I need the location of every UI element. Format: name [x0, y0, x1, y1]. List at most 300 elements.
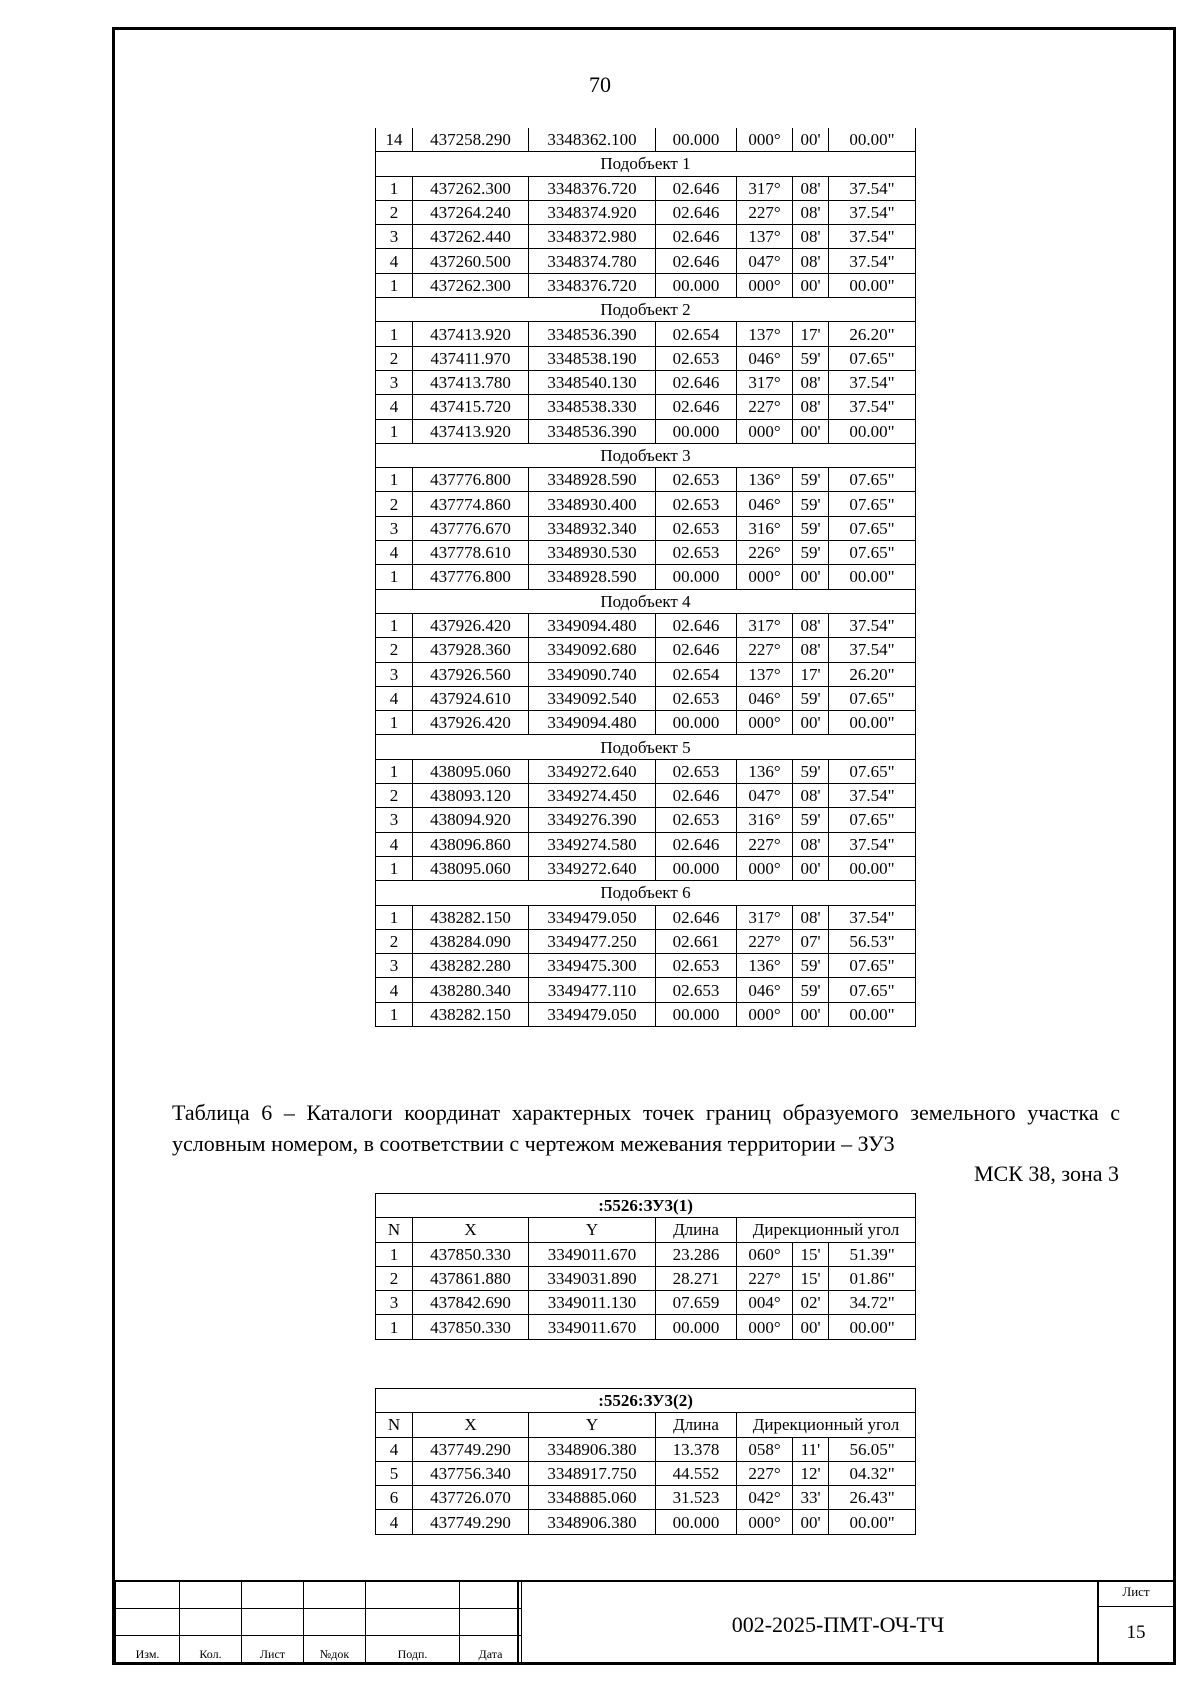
table-row [376, 808, 916, 832]
angle-seconds-cell: 07.65" [829, 686, 916, 710]
angle-minutes-cell: 15' [793, 1266, 829, 1290]
table-row [376, 1437, 916, 1461]
table-row [376, 686, 916, 710]
length-cell: 02.653 [656, 686, 737, 710]
length-cell: 02.653 [656, 346, 737, 370]
subobject-header-row [376, 298, 916, 322]
x-coordinate-cell: 437262.300 [413, 176, 529, 200]
y-coordinate-cell: 3349011.670 [529, 1315, 656, 1339]
angle-seconds-cell: 07.65" [829, 808, 916, 832]
length-cell: 00.000 [656, 128, 737, 152]
plot-title: :5526:ЗУ3(2) [376, 1389, 916, 1413]
angle-minutes-cell: 59' [793, 346, 829, 370]
table-caption: Таблица 6 – Каталоги координат характерных точек границ образуемого земельного участка с условным номером, в соответствии с чертежом межевания территории – ЗУ3 [172, 1100, 1120, 1156]
y-coordinate-cell: 3349479.050 [529, 1002, 656, 1026]
table-row [376, 929, 916, 953]
stamp-column-label: Подп. [366, 1636, 460, 1663]
x-coordinate-cell: 437756.340 [413, 1461, 529, 1485]
length-cell: 31.523 [656, 1486, 737, 1510]
x-coordinate-cell: 437726.070 [413, 1486, 529, 1510]
sheet-box [1097, 1580, 1173, 1662]
angle-seconds-cell: 37.54" [829, 832, 916, 856]
point-number-cell: 3 [376, 516, 413, 540]
header-x: X [413, 1413, 529, 1437]
angle-seconds-cell: 00.00" [829, 1510, 916, 1534]
angle-seconds-cell: 56.53" [829, 929, 916, 953]
point-number-cell: 1 [376, 468, 413, 492]
point-number-cell: 3 [376, 662, 413, 686]
angle-minutes-cell: 08' [793, 613, 829, 637]
angle-seconds-cell: 51.39" [829, 1242, 916, 1266]
angle-seconds-cell: 37.54" [829, 176, 916, 200]
x-coordinate-cell: 437850.330 [413, 1315, 529, 1339]
angle-degrees-cell: 000° [737, 128, 793, 152]
sheet-label: Лист [1099, 1584, 1173, 1607]
angle-degrees-cell: 226° [737, 541, 793, 565]
length-cell: 00.000 [656, 565, 737, 589]
x-coordinate-cell: 437842.690 [413, 1291, 529, 1315]
angle-minutes-cell: 08' [793, 200, 829, 224]
angle-degrees-cell: 000° [737, 419, 793, 443]
angle-degrees-cell: 137° [737, 225, 793, 249]
y-coordinate-cell: 3349475.300 [529, 954, 656, 978]
header-n: N [376, 1218, 413, 1242]
y-coordinate-cell: 3349479.050 [529, 905, 656, 929]
x-coordinate-cell: 437861.880 [413, 1266, 529, 1290]
angle-seconds-cell: 07.65" [829, 492, 916, 516]
angle-seconds-cell: 00.00" [829, 565, 916, 589]
table-row [376, 468, 916, 492]
point-number-cell: 1 [376, 1002, 413, 1026]
angle-seconds-cell: 37.54" [829, 370, 916, 394]
length-cell: 00.000 [656, 1002, 737, 1026]
x-coordinate-cell: 438284.090 [413, 929, 529, 953]
stamp-column-label: Дата [460, 1636, 522, 1663]
angle-degrees-cell: 000° [737, 856, 793, 880]
angle-degrees-cell: 004° [737, 1291, 793, 1315]
x-coordinate-cell: 438095.060 [413, 856, 529, 880]
angle-seconds-cell: 37.54" [829, 613, 916, 637]
table-row [376, 954, 916, 978]
table-row [376, 978, 916, 1002]
angle-degrees-cell: 046° [737, 346, 793, 370]
y-coordinate-cell: 3348906.380 [529, 1437, 656, 1461]
angle-seconds-cell: 07.65" [829, 346, 916, 370]
length-cell: 07.659 [656, 1291, 737, 1315]
coordinates-table-main [375, 128, 916, 1027]
subobject-header-row [376, 881, 916, 905]
subobject-header-row [376, 443, 916, 467]
y-coordinate-cell: 3348538.190 [529, 346, 656, 370]
angle-minutes-cell: 08' [793, 249, 829, 273]
plot-title-row [376, 1194, 916, 1218]
point-number-cell: 1 [376, 565, 413, 589]
angle-minutes-cell: 59' [793, 978, 829, 1002]
table-row [376, 370, 916, 394]
point-number-cell: 2 [376, 784, 413, 808]
point-number-cell: 2 [376, 346, 413, 370]
table-row [376, 419, 916, 443]
angle-minutes-cell: 59' [793, 541, 829, 565]
stamp-column-label: №док [304, 1636, 366, 1663]
y-coordinate-cell: 3348372.980 [529, 225, 656, 249]
point-number-cell: 3 [376, 1291, 413, 1315]
angle-minutes-cell: 08' [793, 638, 829, 662]
x-coordinate-cell: 438096.860 [413, 832, 529, 856]
point-number-cell: 4 [376, 1437, 413, 1461]
angle-minutes-cell: 00' [793, 1315, 829, 1339]
sheet-number: 15 [1126, 1622, 1146, 1643]
x-coordinate-cell: 437778.610 [413, 541, 529, 565]
subobject-title: Подобъект 1 [376, 152, 916, 176]
angle-minutes-cell: 59' [793, 492, 829, 516]
subobject-title: Подобъект 3 [376, 443, 916, 467]
length-cell: 02.653 [656, 978, 737, 1002]
angle-degrees-cell: 000° [737, 1510, 793, 1534]
point-number-cell: 3 [376, 808, 413, 832]
angle-minutes-cell: 12' [793, 1461, 829, 1485]
x-coordinate-cell: 437926.420 [413, 711, 529, 735]
x-coordinate-cell: 437928.360 [413, 638, 529, 662]
x-coordinate-cell: 437260.500 [413, 249, 529, 273]
angle-minutes-cell: 33' [793, 1486, 829, 1510]
x-coordinate-cell: 438095.060 [413, 759, 529, 783]
y-coordinate-cell: 3349272.640 [529, 856, 656, 880]
x-coordinate-cell: 438282.280 [413, 954, 529, 978]
header-length: Длина [656, 1413, 737, 1437]
angle-seconds-cell: 26.43" [829, 1486, 916, 1510]
angle-seconds-cell: 07.65" [829, 516, 916, 540]
angle-degrees-cell: 137° [737, 662, 793, 686]
subobject-header-row [376, 152, 916, 176]
angle-seconds-cell: 00.00" [829, 711, 916, 735]
angle-degrees-cell: 227° [737, 200, 793, 224]
x-coordinate-cell: 437926.420 [413, 613, 529, 637]
angle-minutes-cell: 02' [793, 1291, 829, 1315]
angle-degrees-cell: 317° [737, 370, 793, 394]
x-coordinate-cell: 437262.300 [413, 273, 529, 297]
x-coordinate-cell: 438280.340 [413, 978, 529, 1002]
length-cell: 02.646 [656, 176, 737, 200]
y-coordinate-cell: 3349276.390 [529, 808, 656, 832]
angle-degrees-cell: 046° [737, 978, 793, 1002]
angle-seconds-cell: 07.65" [829, 954, 916, 978]
angle-degrees-cell: 317° [737, 176, 793, 200]
angle-seconds-cell: 37.54" [829, 249, 916, 273]
length-cell: 02.653 [656, 492, 737, 516]
angle-minutes-cell: 59' [793, 808, 829, 832]
column-header-row [376, 1413, 916, 1437]
table-row [376, 1242, 916, 1266]
table-row [376, 1266, 916, 1290]
x-coordinate-cell: 437411.970 [413, 346, 529, 370]
length-cell: 02.646 [656, 905, 737, 929]
point-number-cell: 1 [376, 711, 413, 735]
angle-degrees-cell: 000° [737, 711, 793, 735]
stamp-column-label: Изм. [116, 1636, 180, 1663]
table-row [376, 346, 916, 370]
y-coordinate-cell: 3349092.540 [529, 686, 656, 710]
y-coordinate-cell: 3348536.390 [529, 322, 656, 346]
angle-degrees-cell: 316° [737, 516, 793, 540]
angle-minutes-cell: 08' [793, 176, 829, 200]
angle-minutes-cell: 08' [793, 784, 829, 808]
point-number-cell: 5 [376, 1461, 413, 1485]
angle-seconds-cell: 07.65" [829, 978, 916, 1002]
point-number-cell: 1 [376, 856, 413, 880]
angle-minutes-cell: 00' [793, 1510, 829, 1534]
x-coordinate-cell: 438094.920 [413, 808, 529, 832]
length-cell: 02.654 [656, 322, 737, 346]
angle-seconds-cell: 04.32" [829, 1461, 916, 1485]
angle-minutes-cell: 59' [793, 759, 829, 783]
angle-minutes-cell: 07' [793, 929, 829, 953]
angle-seconds-cell: 01.86" [829, 1266, 916, 1290]
header-y: Y [529, 1413, 656, 1437]
table-row [376, 1002, 916, 1026]
angle-minutes-cell: 00' [793, 856, 829, 880]
stamp-column-label: Кол. [180, 1636, 242, 1663]
angle-degrees-cell: 227° [737, 832, 793, 856]
y-coordinate-cell: 3348540.130 [529, 370, 656, 394]
subobject-title: Подобъект 4 [376, 589, 916, 613]
x-coordinate-cell: 438282.150 [413, 905, 529, 929]
y-coordinate-cell: 3348374.780 [529, 249, 656, 273]
y-coordinate-cell: 3348906.380 [529, 1510, 656, 1534]
point-number-cell: 2 [376, 1266, 413, 1290]
coordinates-table-zu3-1 [375, 1193, 916, 1340]
subobject-title: Подобъект 5 [376, 735, 916, 759]
angle-minutes-cell: 59' [793, 954, 829, 978]
length-cell: 02.646 [656, 832, 737, 856]
y-coordinate-cell: 3349094.480 [529, 613, 656, 637]
y-coordinate-cell: 3348885.060 [529, 1486, 656, 1510]
header-length: Длина [656, 1218, 737, 1242]
point-number-cell: 2 [376, 638, 413, 662]
table-row [376, 784, 916, 808]
y-coordinate-cell: 3349477.250 [529, 929, 656, 953]
y-coordinate-cell: 3348538.330 [529, 395, 656, 419]
point-number-cell: 4 [376, 395, 413, 419]
length-cell: 00.000 [656, 1510, 737, 1534]
angle-degrees-cell: 136° [737, 468, 793, 492]
x-coordinate-cell: 437924.610 [413, 686, 529, 710]
coordinate-system-label: МСК 38, зона 3 [973, 1161, 1119, 1186]
length-cell: 00.000 [656, 273, 737, 297]
length-cell: 02.646 [656, 638, 737, 662]
table-row [376, 1486, 916, 1510]
document-code-box [517, 1580, 1157, 1662]
angle-degrees-cell: 042° [737, 1486, 793, 1510]
point-number-cell: 1 [376, 1242, 413, 1266]
angle-minutes-cell: 08' [793, 395, 829, 419]
point-number-cell: 4 [376, 686, 413, 710]
table-row [376, 249, 916, 273]
angle-seconds-cell: 37.54" [829, 395, 916, 419]
point-number-cell: 1 [376, 613, 413, 637]
table-row [376, 128, 916, 152]
point-number-cell: 3 [376, 954, 413, 978]
y-coordinate-cell: 3349011.670 [529, 1242, 656, 1266]
point-number-cell: 4 [376, 541, 413, 565]
point-number-cell: 2 [376, 929, 413, 953]
y-coordinate-cell: 3349092.680 [529, 638, 656, 662]
x-coordinate-cell: 437415.720 [413, 395, 529, 419]
y-coordinate-cell: 3349274.580 [529, 832, 656, 856]
y-coordinate-cell: 3349272.640 [529, 759, 656, 783]
table-row [376, 638, 916, 662]
x-coordinate-cell: 437413.780 [413, 370, 529, 394]
table-row [376, 322, 916, 346]
angle-degrees-cell: 316° [737, 808, 793, 832]
table-row [376, 565, 916, 589]
length-cell: 02.654 [656, 662, 737, 686]
angle-degrees-cell: 046° [737, 492, 793, 516]
table-row [376, 1510, 916, 1534]
y-coordinate-cell: 3348376.720 [529, 273, 656, 297]
angle-seconds-cell: 00.00" [829, 1002, 916, 1026]
table-row [376, 662, 916, 686]
point-number-cell: 4 [376, 1510, 413, 1534]
angle-minutes-cell: 08' [793, 832, 829, 856]
angle-degrees-cell: 137° [737, 322, 793, 346]
angle-minutes-cell: 59' [793, 516, 829, 540]
point-number-cell: 3 [376, 370, 413, 394]
y-coordinate-cell: 3348536.390 [529, 419, 656, 443]
angle-degrees-cell: 227° [737, 929, 793, 953]
x-coordinate-cell: 437776.800 [413, 468, 529, 492]
length-cell: 02.646 [656, 370, 737, 394]
length-cell: 02.646 [656, 784, 737, 808]
table-row [376, 711, 916, 735]
table-row [376, 1315, 916, 1339]
point-number-cell: 2 [376, 200, 413, 224]
angle-seconds-cell: 26.20" [829, 662, 916, 686]
length-cell: 02.646 [656, 395, 737, 419]
length-cell: 00.000 [656, 856, 737, 880]
y-coordinate-cell: 3348930.530 [529, 541, 656, 565]
length-cell: 02.646 [656, 200, 737, 224]
x-coordinate-cell: 437262.440 [413, 225, 529, 249]
page-number: 70 [589, 72, 611, 97]
y-coordinate-cell: 3348932.340 [529, 516, 656, 540]
length-cell: 13.378 [656, 1437, 737, 1461]
subobject-title: Подобъект 2 [376, 298, 916, 322]
x-coordinate-cell: 437776.800 [413, 565, 529, 589]
length-cell: 02.661 [656, 929, 737, 953]
x-coordinate-cell: 437749.290 [413, 1437, 529, 1461]
length-cell: 02.653 [656, 954, 737, 978]
length-cell: 02.653 [656, 516, 737, 540]
plot-title-row [376, 1389, 916, 1413]
table-row [376, 200, 916, 224]
angle-minutes-cell: 08' [793, 225, 829, 249]
point-number-cell: 14 [376, 128, 413, 152]
subobject-title: Подобъект 6 [376, 881, 916, 905]
y-coordinate-cell: 3348374.920 [529, 200, 656, 224]
length-cell: 00.000 [656, 419, 737, 443]
header-y: Y [529, 1218, 656, 1242]
table-row [376, 613, 916, 637]
angle-degrees-cell: 317° [737, 905, 793, 929]
table-row [376, 516, 916, 540]
angle-degrees-cell: 227° [737, 1461, 793, 1485]
plot-title: :5526:ЗУ3(1) [376, 1194, 916, 1218]
point-number-cell: 3 [376, 225, 413, 249]
table-row [376, 1291, 916, 1315]
x-coordinate-cell: 437776.670 [413, 516, 529, 540]
angle-degrees-cell: 047° [737, 249, 793, 273]
x-coordinate-cell: 437749.290 [413, 1510, 529, 1534]
angle-degrees-cell: 058° [737, 1437, 793, 1461]
angle-minutes-cell: 00' [793, 273, 829, 297]
angle-seconds-cell: 34.72" [829, 1291, 916, 1315]
column-header-row [376, 1218, 916, 1242]
angle-minutes-cell: 08' [793, 370, 829, 394]
table-row [376, 395, 916, 419]
angle-seconds-cell: 00.00" [829, 856, 916, 880]
point-number-cell: 2 [376, 492, 413, 516]
angle-degrees-cell: 000° [737, 1315, 793, 1339]
table-row [376, 541, 916, 565]
angle-seconds-cell: 37.54" [829, 905, 916, 929]
angle-seconds-cell: 37.54" [829, 200, 916, 224]
x-coordinate-cell: 437413.920 [413, 419, 529, 443]
table-row [376, 176, 916, 200]
angle-degrees-cell: 000° [737, 565, 793, 589]
angle-seconds-cell: 26.20" [829, 322, 916, 346]
table-row [376, 1461, 916, 1485]
y-coordinate-cell: 3349031.890 [529, 1266, 656, 1290]
point-number-cell: 1 [376, 273, 413, 297]
angle-degrees-cell: 047° [737, 784, 793, 808]
length-cell: 23.286 [656, 1242, 737, 1266]
angle-seconds-cell: 37.54" [829, 225, 916, 249]
angle-seconds-cell: 07.65" [829, 468, 916, 492]
length-cell: 02.653 [656, 468, 737, 492]
angle-seconds-cell: 07.65" [829, 759, 916, 783]
x-coordinate-cell: 438282.150 [413, 1002, 529, 1026]
angle-minutes-cell: 00' [793, 565, 829, 589]
length-cell: 02.653 [656, 759, 737, 783]
y-coordinate-cell: 3348376.720 [529, 176, 656, 200]
point-number-cell: 1 [376, 905, 413, 929]
angle-seconds-cell: 07.65" [829, 541, 916, 565]
angle-degrees-cell: 227° [737, 638, 793, 662]
point-number-cell: 4 [376, 978, 413, 1002]
angle-minutes-cell: 00' [793, 1002, 829, 1026]
angle-minutes-cell: 59' [793, 686, 829, 710]
title-block [112, 1580, 1176, 1665]
angle-degrees-cell: 317° [737, 613, 793, 637]
angle-minutes-cell: 00' [793, 128, 829, 152]
angle-seconds-cell: 00.00" [829, 128, 916, 152]
angle-degrees-cell: 000° [737, 1002, 793, 1026]
x-coordinate-cell: 437413.920 [413, 322, 529, 346]
point-number-cell: 4 [376, 832, 413, 856]
angle-degrees-cell: 136° [737, 954, 793, 978]
angle-degrees-cell: 227° [737, 395, 793, 419]
y-coordinate-cell: 3349011.130 [529, 1291, 656, 1315]
angle-degrees-cell: 046° [737, 686, 793, 710]
angle-minutes-cell: 59' [793, 468, 829, 492]
length-cell: 00.000 [656, 1315, 737, 1339]
length-cell: 44.552 [656, 1461, 737, 1485]
point-number-cell: 1 [376, 419, 413, 443]
x-coordinate-cell: 438093.120 [413, 784, 529, 808]
angle-degrees-cell: 000° [737, 273, 793, 297]
y-coordinate-cell: 3349090.740 [529, 662, 656, 686]
